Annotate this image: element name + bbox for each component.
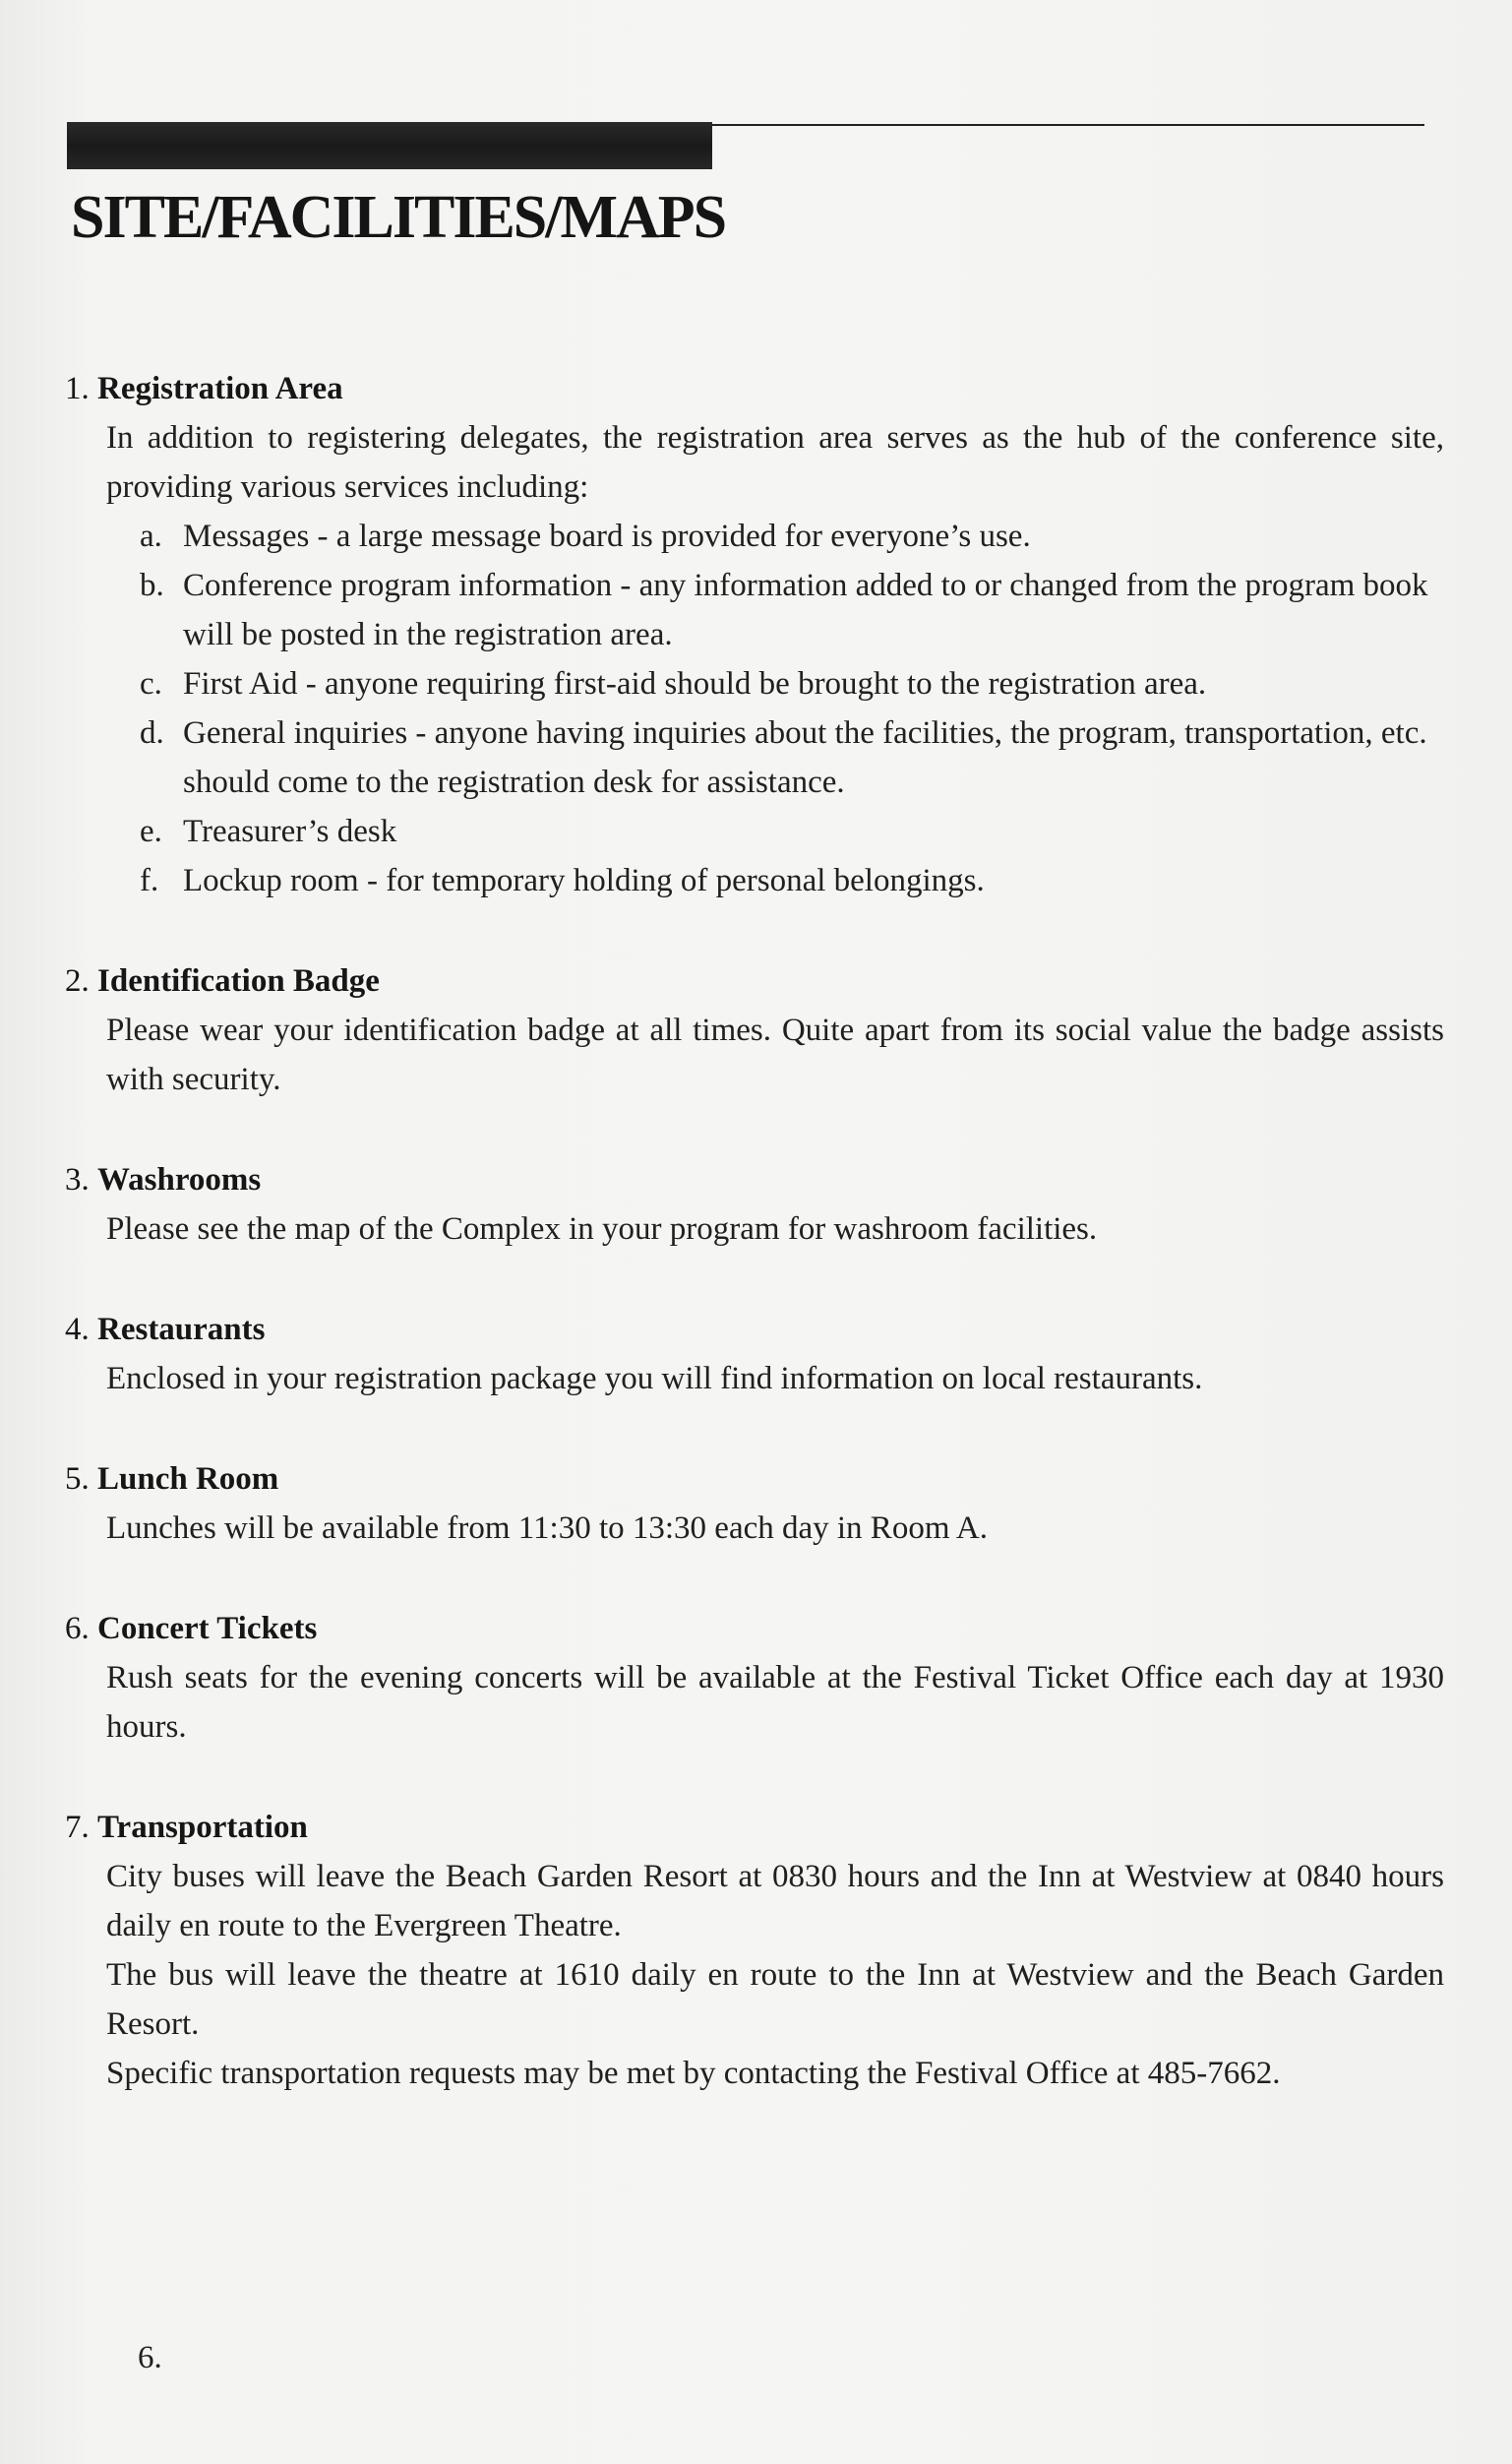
section-identification-badge [65, 956, 1444, 1104]
section-heading [65, 956, 1432, 1006]
section-text: The bus will leave the theatre at 1610 daily en route to the Inn at Westview and the Beach Garden Resort. [106, 1957, 1444, 2042]
content [65, 364, 1444, 2149]
section-number: 1. [65, 371, 90, 406]
section-washrooms [65, 1155, 1432, 1254]
list-item-text: Conference program information - any information added to or changed from the program book will be posted in the registration area. [183, 568, 1428, 652]
section-registration-area [65, 364, 1444, 905]
section-number: 7. [65, 1810, 90, 1845]
section-lunch-room [65, 1454, 1432, 1553]
list-letter: d. [140, 715, 164, 751]
list-item [140, 708, 1448, 807]
section-text: City buses will leave the Beach Garden Resort at 0830 hours and the Inn at Westview at 0840 hours daily en route to the Evergreen Theatre. [106, 1859, 1444, 1943]
section-text: In addition to registering delegates, the registration area serves as the hub of the conference site, providing various services including: [106, 420, 1444, 505]
section-transportation [65, 1803, 1444, 2098]
section-concert-tickets [65, 1604, 1444, 1752]
section-number: 3. [65, 1162, 90, 1198]
section-heading [65, 1604, 1432, 1653]
section-text: Please wear your identification badge at all times. Quite apart from its social value the badge assists with security. [106, 1013, 1444, 1097]
section-title: Registration Area [97, 371, 343, 406]
section-heading [65, 1803, 1432, 1852]
list-letter: e. [140, 814, 162, 849]
list-item-text: Treasurer’s desk [183, 814, 397, 849]
section-number: 2. [65, 963, 90, 999]
section-text: Lunches will be available from 11:30 to 13:30 each day in Room A. [106, 1510, 988, 1546]
section-text: Rush seats for the evening concerts will be available at the Festival Ticket Office each day at 1930 hours. [106, 1660, 1444, 1745]
section-text: Specific transportation requests may be met by contacting the Festival Office at 485-7662. [106, 2056, 1281, 2091]
section-title: Identification Badge [97, 963, 380, 999]
list-letter: c. [140, 666, 162, 702]
list-item [140, 512, 1448, 561]
list-item-text: Lockup room - for temporary holding of personal belongings. [183, 863, 985, 898]
section-text: Please see the map of the Complex in your program for washroom facilities. [106, 1211, 1098, 1247]
section-title: Transportation [97, 1810, 308, 1845]
list-item [140, 807, 1448, 856]
list-item-text: First Aid - anyone requiring first-aid should be brought to the registration area. [183, 666, 1207, 702]
list-item [140, 856, 1448, 905]
section-title: Restaurants [97, 1312, 266, 1347]
section-number: 5. [65, 1461, 90, 1497]
list-item-text: General inquiries - anyone having inquiries about the facilities, the program, transportation, etc. should come to the registration desk for assistance. [183, 715, 1427, 800]
list-letter: f. [140, 863, 159, 898]
section-title: Lunch Room [97, 1461, 279, 1497]
page-number: 6. [138, 2340, 162, 2375]
section-number: 4. [65, 1312, 90, 1347]
list-letter: a. [140, 519, 162, 554]
list-item-text: Messages - a large message board is provided for everyone’s use. [183, 519, 1031, 554]
services-list [140, 512, 1448, 905]
section-number: 6. [65, 1611, 90, 1646]
header-bar [67, 122, 712, 169]
section-restaurants [65, 1305, 1432, 1403]
section-heading [65, 1155, 1432, 1204]
page-title: SITE/FACILITIES/MAPS [71, 184, 726, 251]
section-heading [65, 364, 1432, 413]
list-item [140, 561, 1448, 659]
section-heading [65, 1305, 1432, 1354]
list-item [140, 659, 1448, 708]
section-title: Washrooms [97, 1162, 262, 1198]
section-text: Enclosed in your registration package you will find information on local restaurants. [106, 1361, 1203, 1396]
section-title: Concert Tickets [97, 1611, 318, 1646]
list-letter: b. [140, 568, 164, 603]
section-heading [65, 1454, 1432, 1504]
